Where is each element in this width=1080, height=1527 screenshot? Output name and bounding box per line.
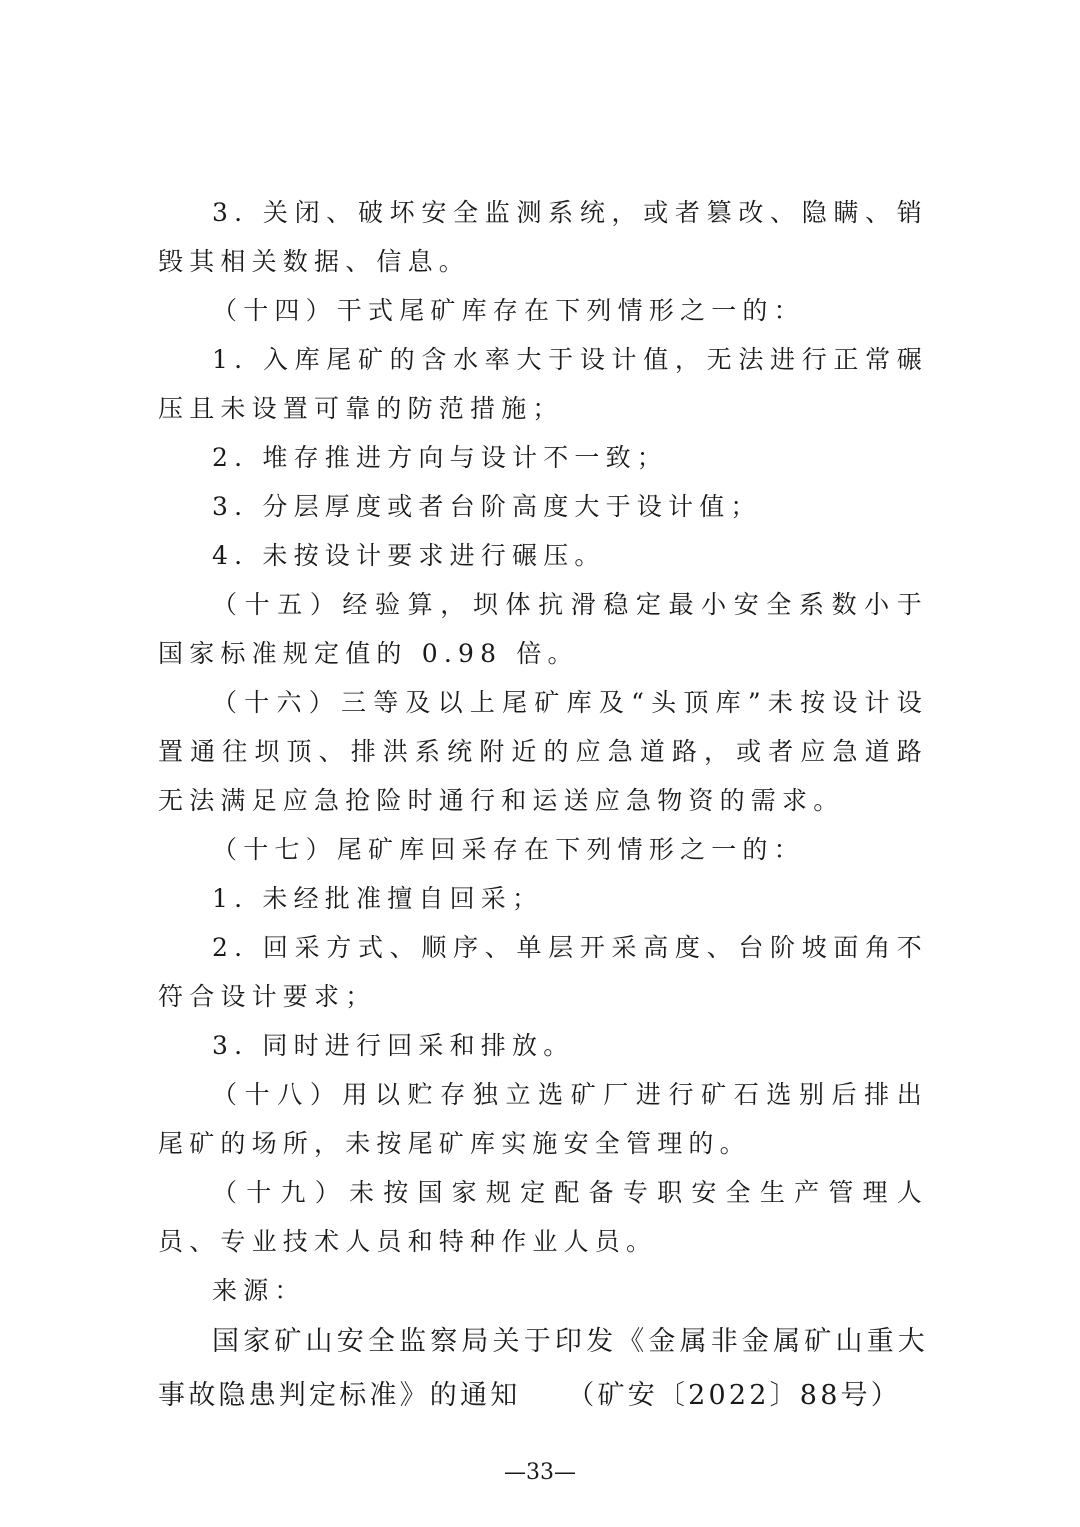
paragraph: 3. 关闭、破坏安全监测系统，或者篡改、隐瞒、销毁其相关数据、信息。: [158, 198, 928, 276]
paragraph: 3. 分层厚度或者台阶高度大于设计值；: [212, 492, 762, 521]
document-body: [158, 188, 928, 1423]
paragraph: （十九）未按国家规定配备专职安全生产管理人员、专业技术人员和特种作业人员。: [158, 1178, 928, 1256]
paragraph: 1. 未经批准擅自回采；: [212, 884, 544, 913]
page-number: —33—: [504, 1460, 576, 1485]
paragraph: 1. 入库尾矿的含水率大于设计值，无法进行正常碾压且未设置可靠的防范措施；: [158, 345, 928, 423]
source-label: 来源：: [212, 1276, 306, 1305]
paragraph: 4. 未按设计要求进行碾压。: [212, 541, 606, 570]
paragraph: 3. 同时进行回采和排放。: [212, 1031, 575, 1060]
paragraph: （十六）三等及以上尾矿库及“头顶库”未按设计设置通往坝顶、排洪系统附近的应急道路，或者应急道路无法满足应急抢险时通行和运送应急物资的需求。: [158, 688, 928, 815]
paragraph: （十五）经验算，坝体抗滑稳定最小安全系数小于国家标准规定值的 0.98 倍。: [158, 590, 928, 668]
paragraph: （十八）用以贮存独立选矿厂进行矿石选别后排出尾矿的场所，未按尾矿库实施安全管理的。: [158, 1080, 928, 1158]
paragraph: 2. 回采方式、顺序、单层开采高度、台阶坡面角不符合设计要求；: [158, 933, 928, 1011]
paragraph: 2. 堆存推进方向与设计不一致；: [212, 443, 669, 472]
paragraph: （十七）尾矿库回采存在下列情形之一的：: [212, 835, 805, 864]
source-text: 国家矿山安全监察局关于印发《金属非金属矿山重大事故隐患判定标准》的通知 （矿安〔2022〕88号）: [158, 1326, 928, 1411]
paragraph: （十四）干式尾矿库存在下列情形之一的：: [212, 296, 805, 325]
